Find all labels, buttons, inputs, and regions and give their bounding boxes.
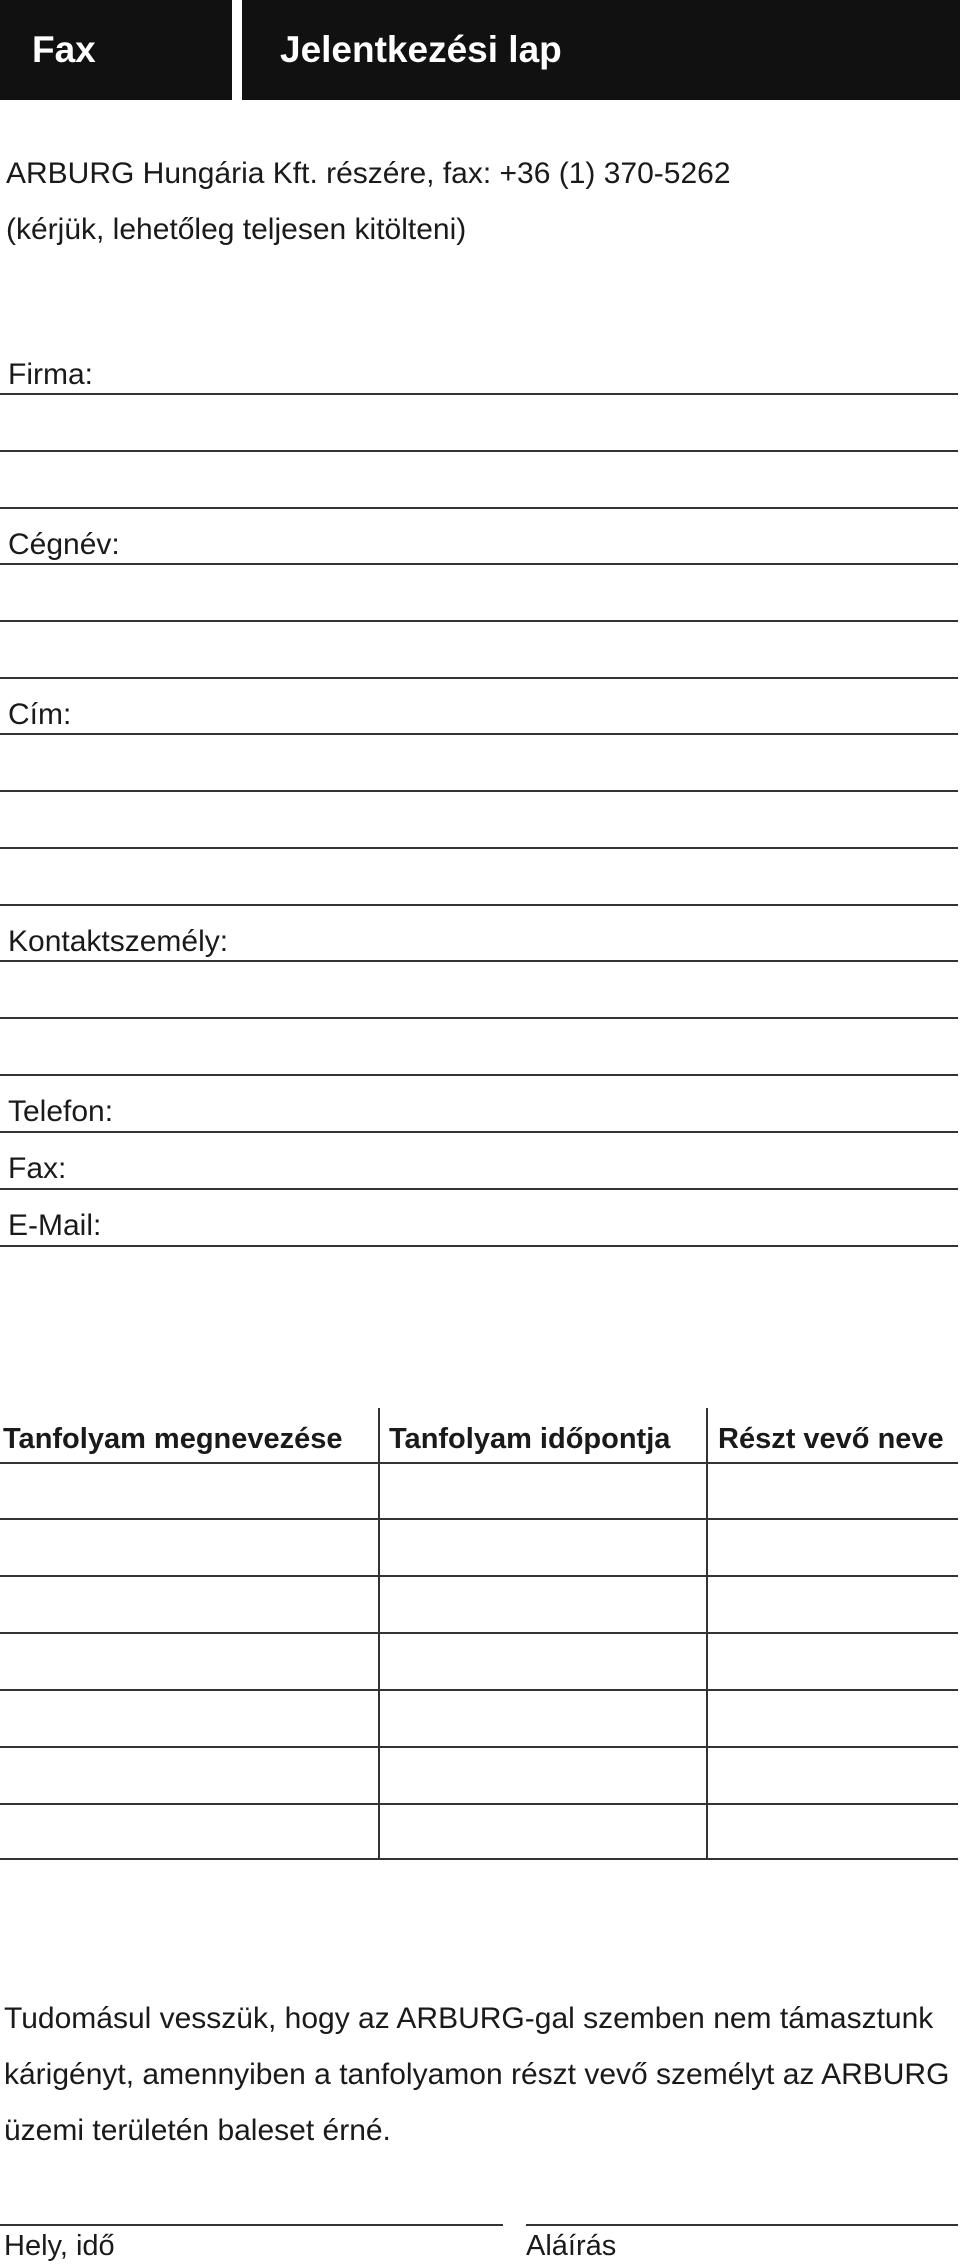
table-row[interactable] — [0, 1518, 958, 1520]
signature-label: Aláírás — [526, 2230, 617, 2262]
cegnev-field-line-2[interactable] — [0, 620, 958, 622]
signature-field-line[interactable] — [526, 2224, 958, 2226]
table-row[interactable] — [0, 1858, 958, 1860]
telefon-label: Telefon: — [8, 1095, 114, 1128]
table-row[interactable] — [0, 1632, 958, 1634]
cegnev-label: Cégnév: — [8, 528, 120, 561]
table-header-rule — [0, 1462, 958, 1464]
liability-notice-line: üzemi területén baleset érné. — [4, 2114, 391, 2147]
firma-field-line-3[interactable] — [0, 507, 958, 509]
cim-field-line[interactable] — [0, 733, 958, 735]
kontakt-label: Kontaktszemély: — [8, 925, 229, 958]
place-date-field-line[interactable] — [0, 2224, 503, 2226]
firma-field-line[interactable] — [0, 393, 958, 395]
place-date-label: Hely, idő — [4, 2230, 115, 2262]
cim-label: Cím: — [8, 698, 72, 731]
cim-field-line-2[interactable] — [0, 790, 958, 792]
cegnev-field-line[interactable] — [0, 563, 958, 565]
table-row[interactable] — [0, 1746, 958, 1748]
table-header-course-name: Tanfolyam megnevezése — [3, 1423, 343, 1455]
table-row[interactable] — [0, 1803, 958, 1805]
kontakt-field-line-3[interactable] — [0, 1074, 958, 1076]
kontakt-field-line[interactable] — [0, 960, 958, 962]
email-field-line[interactable] — [0, 1245, 958, 1247]
fax-header-label: Fax — [0, 0, 232, 100]
firma-field-line-2[interactable] — [0, 450, 958, 452]
table-row[interactable] — [0, 1689, 958, 1691]
table-row[interactable] — [0, 1575, 958, 1577]
recipient-line: ARBURG Hungária Kft. részére, fax: +36 (1) 370-5262 — [6, 157, 731, 190]
cegnev-field-line-3[interactable] — [0, 677, 958, 679]
kontakt-field-line-2[interactable] — [0, 1017, 958, 1019]
table-header-course-date: Tanfolyam időpontja — [389, 1423, 671, 1455]
fill-instruction: (kérjük, lehetőleg teljesen kitölteni) — [6, 213, 467, 246]
cim-field-line-4[interactable] — [0, 904, 958, 906]
fax-field-line[interactable] — [0, 1188, 958, 1190]
cim-field-line-3[interactable] — [0, 847, 958, 849]
fax-label: Fax: — [8, 1152, 67, 1185]
firma-label: Firma: — [8, 358, 93, 391]
liability-notice-line: Tudomásul vesszük, hogy az ARBURG-gal szemben nem támasztunk — [4, 2002, 934, 2035]
table-header-participant-name: Részt vevő neve — [718, 1423, 944, 1455]
telefon-field-line[interactable] — [0, 1131, 958, 1133]
form-title: Jelentkezési lap — [242, 0, 960, 100]
liability-notice-line: kárigényt, amennyiben a tanfolyamon részt vevő személyt az ARBURG — [4, 2058, 950, 2091]
email-label: E-Mail: — [8, 1209, 102, 1242]
